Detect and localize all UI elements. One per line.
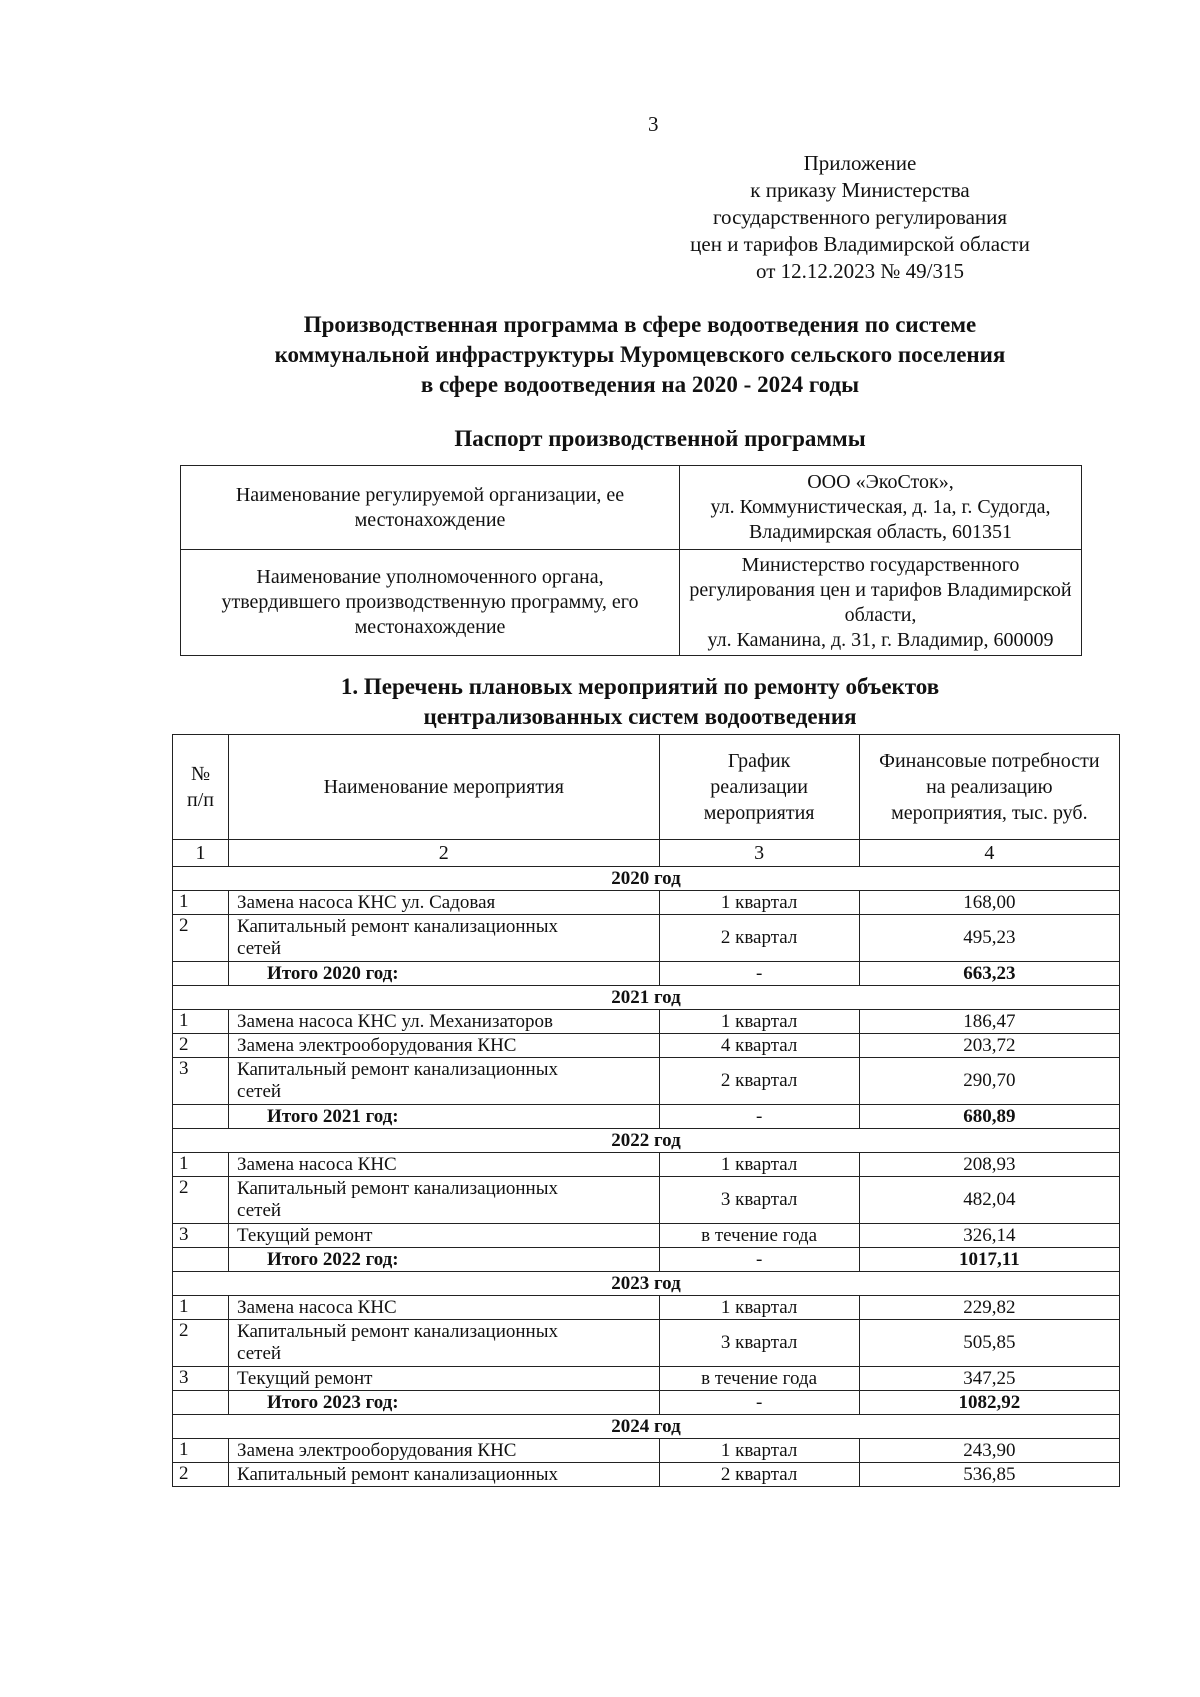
row-number: 3 bbox=[173, 1058, 229, 1105]
title-line: в сфере водоотведения на 2020 - 2024 годы bbox=[420, 372, 860, 397]
activity-name: Замена электрооборудования КНС bbox=[229, 1439, 659, 1463]
total-cost: 1017,11 bbox=[859, 1248, 1119, 1272]
column-number: 1 bbox=[173, 840, 229, 867]
appendix-line: к приказу Министерства bbox=[750, 178, 970, 202]
activity-name: Капитальный ремонт канализационных сетей bbox=[229, 1320, 659, 1367]
activity-schedule: 1 квартал bbox=[659, 1439, 859, 1463]
passport-title: Паспорт производственной программы bbox=[454, 426, 866, 451]
activity-cost: 168,00 bbox=[859, 891, 1119, 915]
activity-cost: 505,85 bbox=[859, 1320, 1119, 1367]
year-row bbox=[173, 986, 1120, 1010]
section-title-line: централизованных систем водоотведения bbox=[423, 704, 857, 729]
activity-cost: 203,72 bbox=[859, 1034, 1119, 1058]
passport-label: Наименование регулируемой организации, ее местонахождение bbox=[181, 466, 680, 550]
year-row bbox=[173, 1272, 1120, 1296]
column-number: 2 bbox=[229, 840, 659, 867]
activity-name: Замена насоса КНС ул. Садовая bbox=[229, 891, 659, 915]
table-row bbox=[173, 1439, 1120, 1463]
year-label: 2024 год bbox=[173, 1415, 1120, 1439]
activity-cost: 482,04 bbox=[859, 1177, 1119, 1224]
table-row bbox=[173, 1463, 1120, 1487]
row-number: 2 bbox=[173, 1463, 229, 1487]
passport-row bbox=[181, 466, 1082, 550]
activity-schedule: 3 квартал bbox=[659, 1320, 859, 1367]
activity-cost: 495,23 bbox=[859, 915, 1119, 962]
page-number: 3 bbox=[648, 112, 659, 136]
activity-cost: 347,25 bbox=[859, 1367, 1119, 1391]
column-number: 4 bbox=[859, 840, 1119, 867]
activity-name: Замена насоса КНС bbox=[229, 1153, 659, 1177]
row-number: 3 bbox=[173, 1367, 229, 1391]
document-title bbox=[200, 310, 1080, 400]
activity-schedule: 1 квартал bbox=[659, 1010, 859, 1034]
row-number: 3 bbox=[173, 1224, 229, 1248]
row-number: 2 bbox=[173, 1177, 229, 1224]
appendix-block bbox=[640, 150, 1080, 285]
table-row bbox=[173, 1320, 1120, 1367]
row-number: 1 bbox=[173, 1010, 229, 1034]
activity-name: Капитальный ремонт канализационных сетей bbox=[229, 1058, 659, 1105]
total-cost: 1082,92 bbox=[859, 1391, 1119, 1415]
appendix-line: государственного регулирования bbox=[712, 205, 1008, 229]
activity-cost: 290,70 bbox=[859, 1058, 1119, 1105]
activity-name: Замена электрооборудования КНС bbox=[229, 1034, 659, 1058]
table-row bbox=[173, 1296, 1120, 1320]
passport-value-line: области, bbox=[844, 603, 917, 626]
row-number: 2 bbox=[173, 915, 229, 962]
activity-cost: 208,93 bbox=[859, 1153, 1119, 1177]
table-row bbox=[173, 1367, 1120, 1391]
activity-schedule: 1 квартал bbox=[659, 1153, 859, 1177]
passport-value-line: ООО «ЭкоСток», bbox=[807, 471, 954, 493]
column-number-row bbox=[173, 840, 1120, 867]
activity-cost: 243,90 bbox=[859, 1439, 1119, 1463]
header-cell: Финансовые потребности на реализацию мероприятия, тыс. руб. bbox=[859, 735, 1119, 840]
activity-schedule: 2 квартал bbox=[659, 915, 859, 962]
activity-schedule: 2 квартал bbox=[659, 1463, 859, 1487]
total-row bbox=[173, 1105, 1120, 1129]
activity-name: Текущий ремонт bbox=[229, 1367, 659, 1391]
table-row bbox=[173, 1224, 1120, 1248]
passport-row bbox=[181, 550, 1082, 656]
passport-value-line: Владимирская область, 601351 bbox=[748, 521, 1013, 543]
passport-value-line: Министерство государственного bbox=[741, 553, 1020, 576]
passport-value-line: регулирования цен и тарифов Владимирской bbox=[689, 578, 1072, 601]
appendix-line: цен и тарифов Владимирской области bbox=[690, 232, 1030, 256]
total-schedule: - bbox=[659, 1105, 859, 1129]
year-label: 2021 год bbox=[173, 986, 1120, 1010]
total-row bbox=[173, 962, 1120, 986]
row-number: 1 bbox=[173, 891, 229, 915]
passport-value bbox=[680, 466, 1082, 550]
header-cell: Наименование мероприятия bbox=[229, 735, 659, 840]
activity-cost: 229,82 bbox=[859, 1296, 1119, 1320]
total-row bbox=[173, 1248, 1120, 1272]
passport-value-line: ул. Коммунистическая, д. 1а, г. Судогда, bbox=[710, 496, 1051, 518]
activity-cost: 326,14 bbox=[859, 1224, 1119, 1248]
header-cell: График реализации мероприятия bbox=[659, 735, 859, 840]
row-number: 1 bbox=[173, 1153, 229, 1177]
passport-table bbox=[180, 465, 1082, 656]
title-line: коммунальной инфраструктуры Муромцевского сельского поселения bbox=[274, 342, 1006, 367]
column-number: 3 bbox=[659, 840, 859, 867]
activity-cost: 536,85 bbox=[859, 1463, 1119, 1487]
total-label: Итого 2021 год: bbox=[229, 1105, 659, 1129]
activity-cost: 186,47 bbox=[859, 1010, 1119, 1034]
total-row bbox=[173, 1391, 1120, 1415]
table-row bbox=[173, 1153, 1120, 1177]
row-number: 1 bbox=[173, 1296, 229, 1320]
activity-schedule: 4 квартал bbox=[659, 1034, 859, 1058]
passport-value bbox=[680, 550, 1082, 656]
section-title bbox=[200, 672, 1080, 732]
activity-name: Капитальный ремонт канализационных bbox=[229, 1463, 659, 1487]
total-schedule: - bbox=[659, 1391, 859, 1415]
row-number: 1 bbox=[173, 1439, 229, 1463]
appendix-line: от 12.12.2023 № 49/315 bbox=[755, 259, 965, 283]
title-line: Производственная программа в сфере водоотведения по системе bbox=[303, 312, 977, 337]
total-cost: 680,89 bbox=[859, 1105, 1119, 1129]
total-schedule: - bbox=[659, 962, 859, 986]
activity-name: Капитальный ремонт канализационных сетей bbox=[229, 915, 659, 962]
total-label: Итого 2022 год: bbox=[229, 1248, 659, 1272]
appendix-line: Приложение bbox=[803, 151, 917, 175]
activity-name: Капитальный ремонт канализационных сетей bbox=[229, 1177, 659, 1224]
activity-schedule: в течение года bbox=[659, 1224, 859, 1248]
activity-name: Замена насоса КНС ул. Механизаторов bbox=[229, 1010, 659, 1034]
activity-schedule: 2 квартал bbox=[659, 1058, 859, 1105]
year-label: 2023 год bbox=[173, 1272, 1120, 1296]
activities-table bbox=[172, 734, 1120, 1487]
activity-schedule: в течение года bbox=[659, 1367, 859, 1391]
table-row bbox=[173, 1010, 1120, 1034]
row-number: 2 bbox=[173, 1320, 229, 1367]
passport-label: Наименование уполномоченного органа, утвердившего производственную программу, его местонахождение bbox=[181, 550, 680, 656]
table-row bbox=[173, 1058, 1120, 1105]
activity-schedule: 1 квартал bbox=[659, 1296, 859, 1320]
total-label: Итого 2023 год: bbox=[229, 1391, 659, 1415]
header-cell: № п/п bbox=[173, 735, 229, 840]
year-row bbox=[173, 867, 1120, 891]
year-label: 2020 год bbox=[173, 867, 1120, 891]
table-row bbox=[173, 915, 1120, 962]
table-row bbox=[173, 1034, 1120, 1058]
year-row bbox=[173, 1129, 1120, 1153]
table-row bbox=[173, 1177, 1120, 1224]
row-number: 2 bbox=[173, 1034, 229, 1058]
activity-schedule: 3 квартал bbox=[659, 1177, 859, 1224]
activity-name: Текущий ремонт bbox=[229, 1224, 659, 1248]
total-cost: 663,23 bbox=[859, 962, 1119, 986]
total-schedule: - bbox=[659, 1248, 859, 1272]
activity-schedule: 1 квартал bbox=[659, 891, 859, 915]
table-row bbox=[173, 891, 1120, 915]
year-row bbox=[173, 1415, 1120, 1439]
activity-name: Замена насоса КНС bbox=[229, 1296, 659, 1320]
table-header-row bbox=[173, 735, 1120, 840]
section-title-line: 1. Перечень плановых мероприятий по ремонту объектов bbox=[340, 674, 940, 699]
year-label: 2022 год bbox=[173, 1129, 1120, 1153]
passport-value-line: ул. Каманина, д. 31, г. Владимир, 600009 bbox=[707, 628, 1054, 651]
total-label: Итого 2020 год: bbox=[229, 962, 659, 986]
